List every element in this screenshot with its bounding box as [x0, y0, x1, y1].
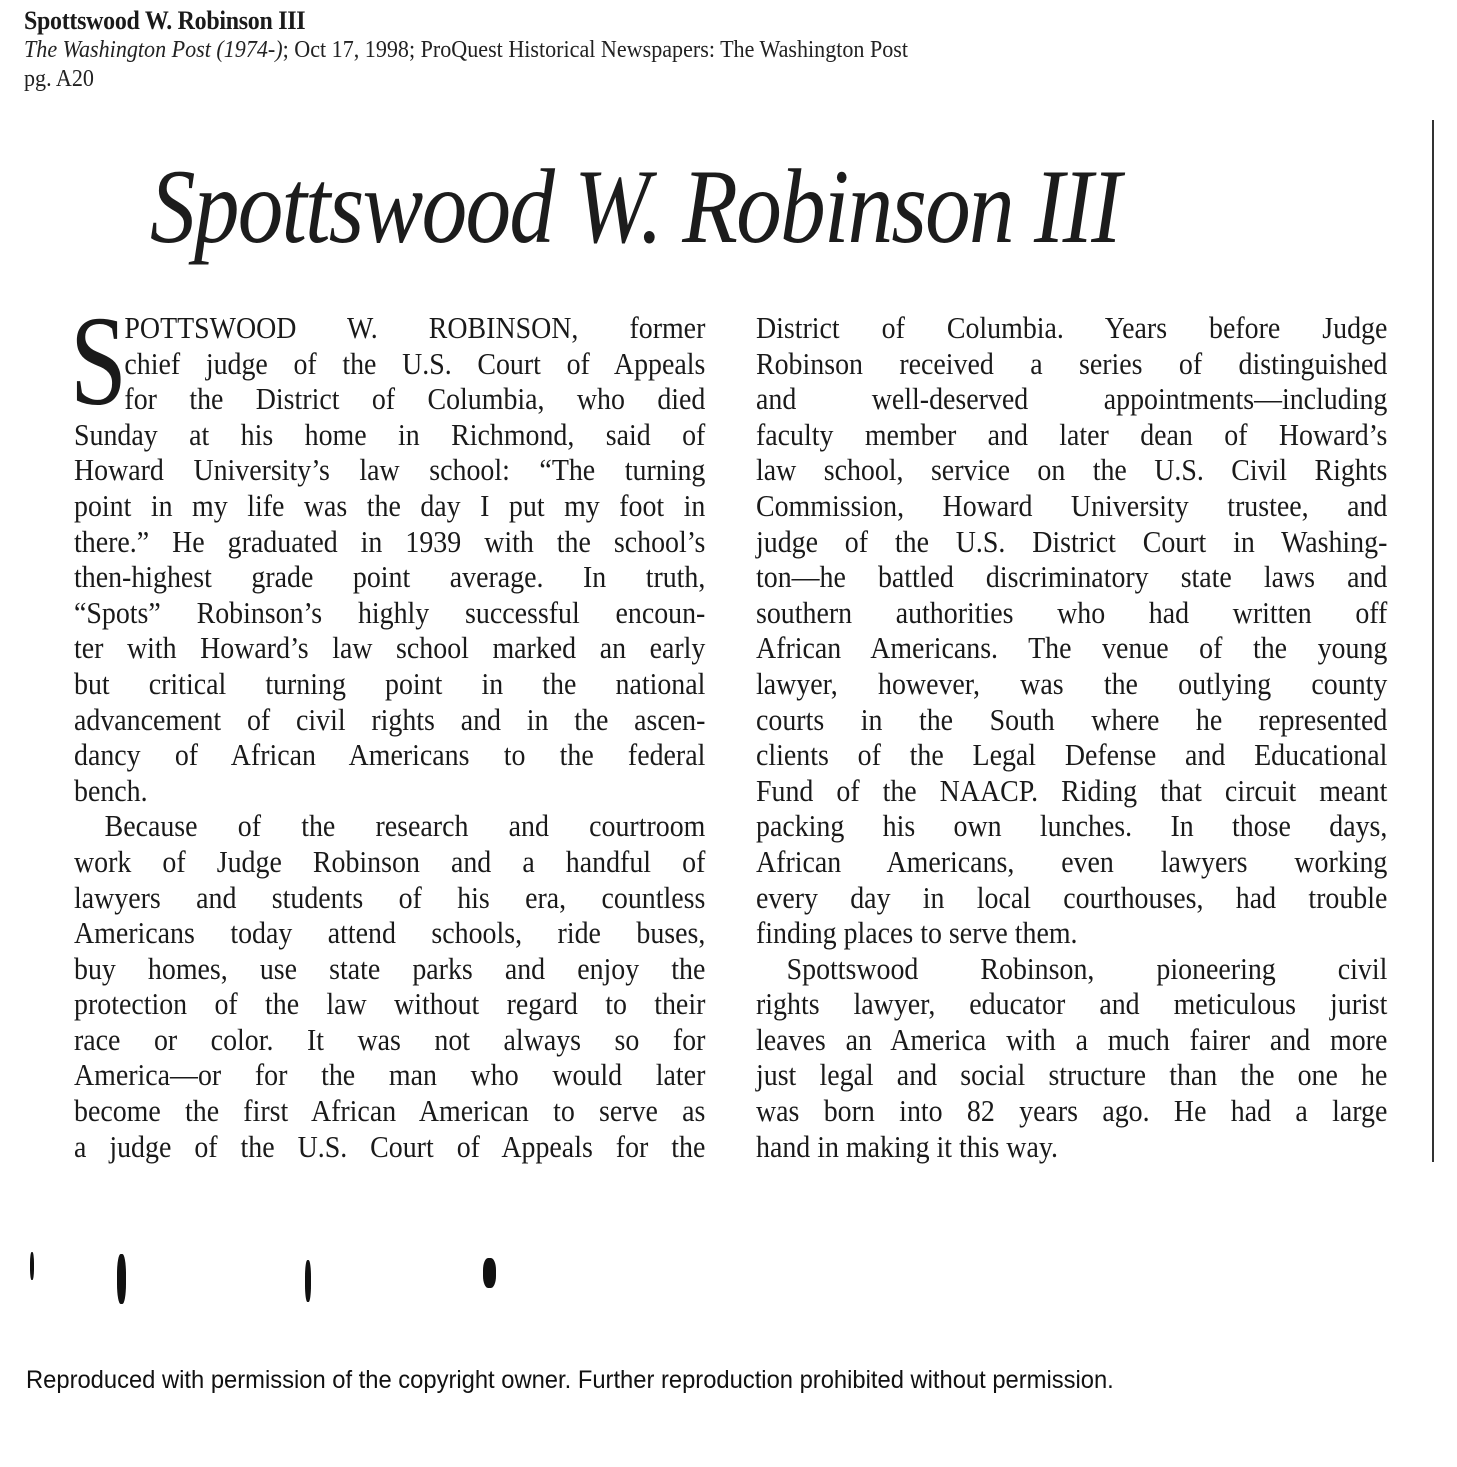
scan-artifacts	[0, 1240, 1457, 1320]
citation-details: ; Oct 17, 1998; ProQuest Historical Newspapers: The Washington Post	[282, 37, 909, 63]
text-line: work of Judge Robinson and a handful of	[74, 843, 706, 879]
text-line: America—or for the man who would later	[74, 1057, 706, 1093]
text-line: lawyers and students of his era, countless	[74, 879, 706, 915]
text-line: buy homes, use state parks and enjoy the	[74, 950, 706, 986]
text-line: Sunday at his home in Richmond, said of	[74, 416, 706, 452]
text-line: packing his own lunches. In those days,	[756, 808, 1388, 844]
text-line: “Spots” Robinson’s highly successful encoun-	[74, 594, 706, 630]
text-line: advancement of civil rights and in the ascen-	[74, 701, 706, 737]
text-line: become the first African American to serve as	[74, 1093, 706, 1129]
text-line: protection of the law without regard to their	[74, 986, 706, 1022]
text-line: ton—he battled discriminatory state laws and	[756, 559, 1388, 595]
text-line: rights lawyer, educator and meticulous jurist	[756, 986, 1388, 1022]
scan-speck	[30, 1252, 34, 1280]
text-line: and well-deserved appointments—including	[756, 381, 1388, 417]
text-line: finding places to serve them.	[756, 915, 1078, 951]
text-line: judge of the U.S. District Court in Washing-	[756, 523, 1388, 559]
scan-speck	[305, 1260, 311, 1302]
text-line: a judge of the U.S. Court of Appeals for the	[74, 1128, 706, 1164]
text-line: faculty member and later dean of Howard’s	[756, 416, 1388, 452]
left-column	[70, 290, 706, 1164]
publication-name: The Washington Post (1974-)	[24, 37, 283, 63]
text-line: hand in making it this way.	[756, 1128, 1058, 1164]
text-line: chief judge of the U.S. Court of Appeals	[124, 345, 706, 381]
text-line: then-highest grade point average. In truth,	[74, 559, 706, 595]
text-line: ter with Howard’s law school marked an early	[74, 630, 706, 666]
text-line: lawyer, however, was the outlying county	[756, 665, 1388, 701]
text-line: was born into 82 years ago. He had a large	[756, 1093, 1388, 1129]
text-line: Fund of the NAACP. Riding that circuit meant	[756, 772, 1388, 808]
article-headline: Spottswood W. Robinson III	[150, 148, 1120, 265]
text-line: bench.	[74, 772, 148, 808]
text-line: race or color. It was not always so for	[74, 1021, 706, 1057]
text-line: Because of the research and courtroom	[104, 808, 706, 844]
text-line: just legal and social structure than the one he	[756, 1057, 1388, 1093]
text-line: African Americans, even lawyers working	[756, 843, 1388, 879]
text-line: courts in the South where he represented	[756, 701, 1388, 737]
text-line: Commission, Howard University trustee, and	[756, 487, 1388, 523]
text-line: leaves an America with a much fairer and more	[756, 1021, 1388, 1057]
column-rule	[1432, 120, 1434, 1162]
text-line: clients of the Legal Defense and Educational	[756, 737, 1388, 773]
text-line: Robinson received a series of distinguished	[756, 345, 1388, 381]
text-line: law school, service on the U.S. Civil Rights	[756, 452, 1388, 488]
scan-speck	[483, 1258, 496, 1288]
text-line: District of Columbia. Years before Judge	[756, 310, 1388, 345]
text-line: dancy of African Americans to the federal	[74, 737, 706, 773]
text-line: every day in local courthouses, had trouble	[756, 879, 1388, 915]
text-line: Howard University’s law school: “The turning	[74, 452, 706, 488]
text-line: Spottswood Robinson, pioneering civil	[786, 950, 1388, 986]
text-line: Americans today attend schools, ride buses,	[74, 915, 706, 951]
citation-title: Spottswood W. Robinson III	[24, 6, 306, 35]
citation-header	[24, 6, 1324, 94]
text-line: African Americans. The venue of the young	[756, 630, 1388, 666]
citation-source	[24, 36, 1220, 65]
text-line: point in my life was the day I put my foot in	[74, 487, 706, 523]
text-line: but critical turning point in the national	[74, 665, 706, 701]
text-line: for the District of Columbia, who died	[124, 381, 706, 417]
text-line: southern authorities who had written off	[756, 594, 1388, 630]
scan-speck	[117, 1254, 126, 1304]
opening-block	[70, 290, 706, 432]
copyright-notice: Reproduced with permission of the copyright owner. Further reproduction prohibited without permission.	[26, 1366, 1114, 1394]
drop-cap: S	[70, 290, 127, 432]
text-line: POTTSWOOD W. ROBINSON, former	[124, 310, 706, 345]
right-column	[756, 310, 1388, 1164]
text-line: there.” He graduated in 1939 with the school’s	[74, 523, 706, 559]
citation-page: pg. A20	[24, 66, 94, 92]
